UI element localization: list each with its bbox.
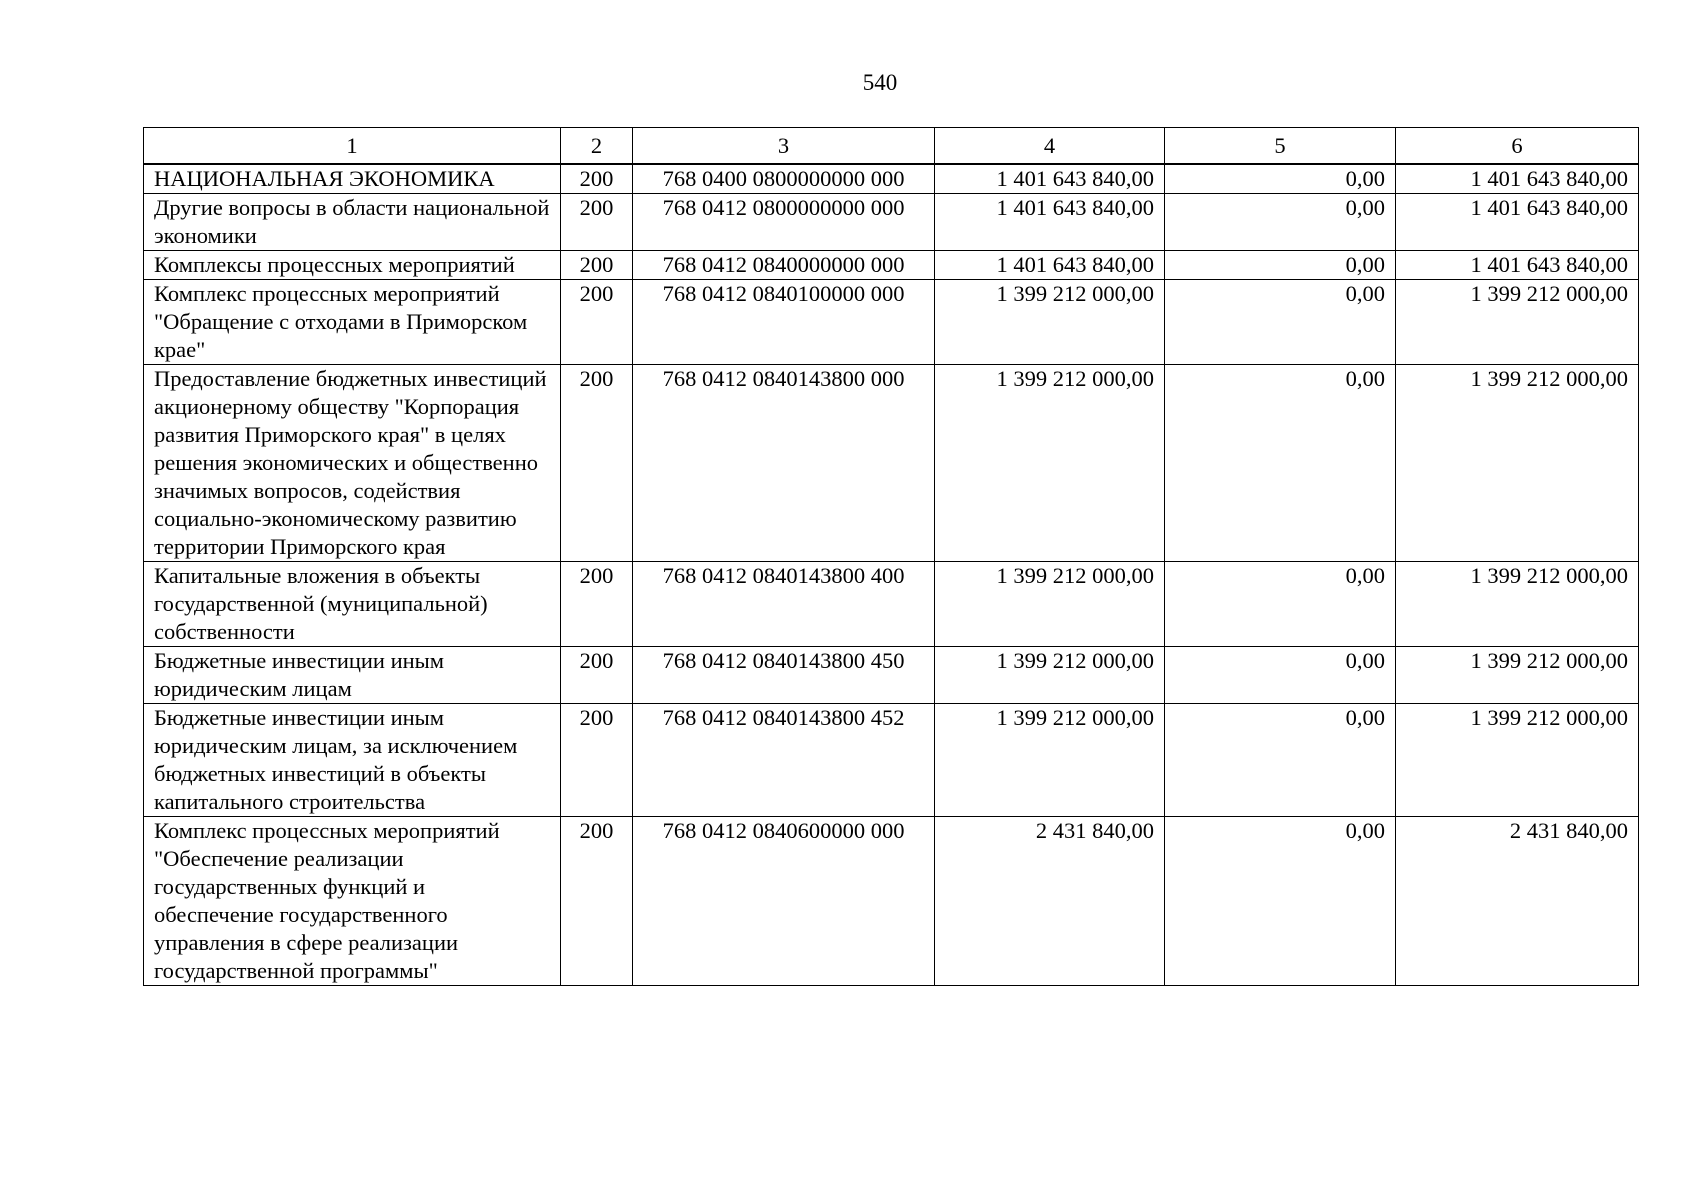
row-amount-5-cell: 0,00 [1165, 194, 1396, 251]
row-name-cell: Предоставление бюджетных инвестиций акционерному обществу "Корпорация развития Приморского края" в целях решения экономических и общественно значимых вопросов, содействия социально-экономическому развитию территории Приморского края [144, 365, 561, 562]
row-amount-4-cell: 1 399 212 000,00 [935, 562, 1165, 647]
table-row [144, 365, 1639, 562]
row-amount-6-cell: 1 401 643 840,00 [1396, 164, 1639, 194]
row-name-cell: Комплекс процессных мероприятий "Обращение с отходами в Приморском крае" [144, 280, 561, 365]
row-code-cell: 200 [561, 280, 633, 365]
row-amount-6-cell: 1 399 212 000,00 [1396, 704, 1639, 817]
row-classification-cell: 768 0412 0840143800 450 [633, 647, 935, 704]
row-amount-5-cell: 0,00 [1165, 365, 1396, 562]
table-row [144, 280, 1639, 365]
row-amount-4-cell: 1 399 212 000,00 [935, 647, 1165, 704]
row-amount-6-cell: 1 399 212 000,00 [1396, 280, 1639, 365]
row-amount-6-cell: 1 401 643 840,00 [1396, 194, 1639, 251]
table-row [144, 251, 1639, 280]
row-name-cell: Другие вопросы в области национальной экономики [144, 194, 561, 251]
row-amount-5-cell: 0,00 [1165, 251, 1396, 280]
table-row [144, 562, 1639, 647]
row-classification-cell: 768 0412 0840600000 000 [633, 817, 935, 986]
row-amount-5-cell: 0,00 [1165, 817, 1396, 986]
row-amount-5-cell: 0,00 [1165, 647, 1396, 704]
row-code-cell: 200 [561, 704, 633, 817]
table-row [144, 164, 1639, 194]
table-header-row [144, 128, 1639, 165]
row-amount-4-cell: 1 399 212 000,00 [935, 280, 1165, 365]
row-amount-5-cell: 0,00 [1165, 164, 1396, 194]
row-amount-4-cell: 1 401 643 840,00 [935, 251, 1165, 280]
table-row [144, 647, 1639, 704]
row-code-cell: 200 [561, 817, 633, 986]
row-amount-5-cell: 0,00 [1165, 562, 1396, 647]
row-code-cell: 200 [561, 251, 633, 280]
row-code-cell: 200 [561, 562, 633, 647]
table-row [144, 704, 1639, 817]
row-classification-cell: 768 0412 0840100000 000 [633, 280, 935, 365]
page-number: 540 [862, 70, 898, 95]
row-amount-5-cell: 0,00 [1165, 704, 1396, 817]
row-amount-5-cell: 0,00 [1165, 280, 1396, 365]
row-amount-4-cell: 1 399 212 000,00 [935, 704, 1165, 817]
column-header-5: 5 [1165, 128, 1396, 165]
row-amount-4-cell: 1 401 643 840,00 [935, 194, 1165, 251]
row-amount-4-cell: 1 399 212 000,00 [935, 365, 1165, 562]
column-header-3: 3 [633, 128, 935, 165]
column-header-4: 4 [935, 128, 1165, 165]
row-amount-6-cell: 1 399 212 000,00 [1396, 647, 1639, 704]
row-code-cell: 200 [561, 365, 633, 562]
row-classification-cell: 768 0412 0840143800 000 [633, 365, 935, 562]
column-header-6: 6 [1396, 128, 1639, 165]
budget-table [143, 127, 1639, 986]
table-row [144, 194, 1639, 251]
row-name-cell: Комплексы процессных мероприятий [144, 251, 561, 280]
row-amount-6-cell: 1 399 212 000,00 [1396, 365, 1639, 562]
row-classification-cell: 768 0412 0840143800 400 [633, 562, 935, 647]
table-row [144, 817, 1639, 986]
row-amount-6-cell: 2 431 840,00 [1396, 817, 1639, 986]
row-name-cell: Капитальные вложения в объекты государственной (муниципальной) собственности [144, 562, 561, 647]
column-header-2: 2 [561, 128, 633, 165]
row-amount-6-cell: 1 399 212 000,00 [1396, 562, 1639, 647]
row-classification-cell: 768 0400 0800000000 000 [633, 164, 935, 194]
row-amount-4-cell: 1 401 643 840,00 [935, 164, 1165, 194]
row-code-cell: 200 [561, 164, 633, 194]
column-header-1: 1 [144, 128, 561, 165]
row-amount-4-cell: 2 431 840,00 [935, 817, 1165, 986]
row-amount-6-cell: 1 401 643 840,00 [1396, 251, 1639, 280]
row-name-cell: Комплекс процессных мероприятий "Обеспечение реализации государственных функций и обеспечение государственного управления в сфере реализации государственной программы" [144, 817, 561, 986]
row-name-cell: Бюджетные инвестиции иным юридическим лицам, за исключением бюджетных инвестиций в объекты капитального строительства [144, 704, 561, 817]
row-code-cell: 200 [561, 194, 633, 251]
row-classification-cell: 768 0412 0840000000 000 [633, 251, 935, 280]
row-name-cell: Бюджетные инвестиции иным юридическим лицам [144, 647, 561, 704]
row-classification-cell: 768 0412 0800000000 000 [633, 194, 935, 251]
row-name-cell: НАЦИОНАЛЬНАЯ ЭКОНОМИКА [144, 164, 561, 194]
row-code-cell: 200 [561, 647, 633, 704]
row-classification-cell: 768 0412 0840143800 452 [633, 704, 935, 817]
